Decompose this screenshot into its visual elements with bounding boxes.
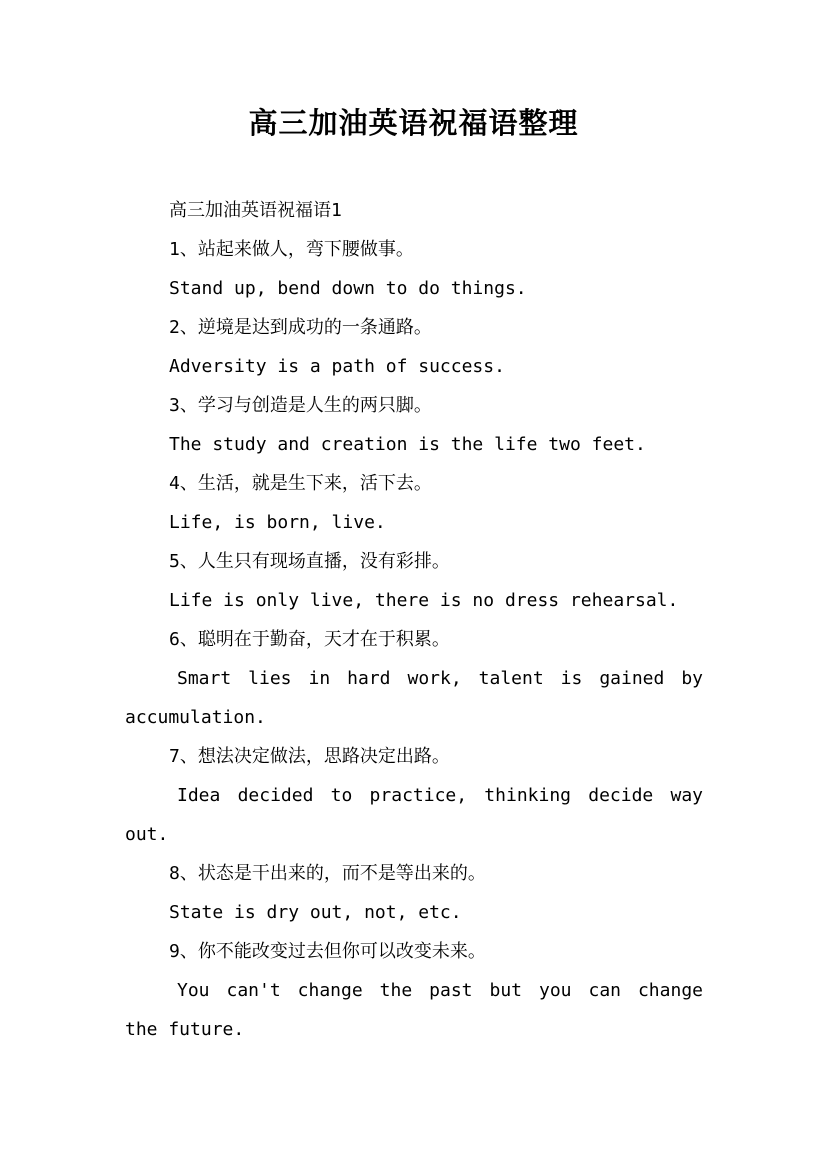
item-9-chinese: 9、你不能改变过去但你可以改变未来。 — [169, 941, 486, 962]
item-2-english: Adversity is a path of success. — [169, 356, 505, 377]
item-8-english: State is dry out, not, etc. — [169, 902, 462, 923]
item-6-english — [125, 659, 703, 737]
item-7-english — [125, 776, 703, 854]
item-3-chinese: 3、学习与创造是人生的两只脚。 — [169, 395, 432, 416]
item-5-english: Life is only live, there is no dress rehearsal. — [169, 590, 679, 611]
section-heading: 高三加油英语祝福语1 — [169, 200, 342, 221]
item-2-chinese: 2、逆境是达到成功的一条通路。 — [169, 317, 432, 338]
item-9-english-line-2: the future. — [125, 1019, 245, 1040]
item-3-english: The study and creation is the life two feet. — [169, 434, 646, 455]
item-1-chinese: 1、站起来做人，弯下腰做事。 — [169, 239, 414, 260]
item-6-chinese: 6、聪明在于勤奋，天才在于积累。 — [169, 629, 450, 650]
item-7-chinese: 7、想法决定做法，思路决定出路。 — [169, 746, 450, 767]
document-body — [125, 191, 703, 1049]
item-5-chinese: 5、人生只有现场直播，没有彩排。 — [169, 551, 450, 572]
item-4-chinese: 4、生活，就是生下来，活下去。 — [169, 473, 432, 494]
item-4-english: Life, is born, live. — [169, 512, 386, 533]
item-1-english: Stand up, bend down to do things. — [169, 278, 527, 299]
item-9-english-line-1: You can't change the past but you can change — [177, 980, 703, 1001]
item-7-english-line-1: Idea decided to practice, thinking decide way — [177, 785, 703, 806]
item-7-english-line-2: out. — [125, 824, 169, 845]
document-title: 高三加油英语祝福语整理 — [248, 106, 579, 140]
item-6-english-line-1: Smart lies in hard work, talent is gained by — [177, 668, 703, 689]
item-6-english-line-2: accumulation. — [125, 707, 266, 728]
item-9-english — [125, 971, 703, 1049]
item-8-chinese: 8、状态是干出来的，而不是等出来的。 — [169, 863, 486, 884]
